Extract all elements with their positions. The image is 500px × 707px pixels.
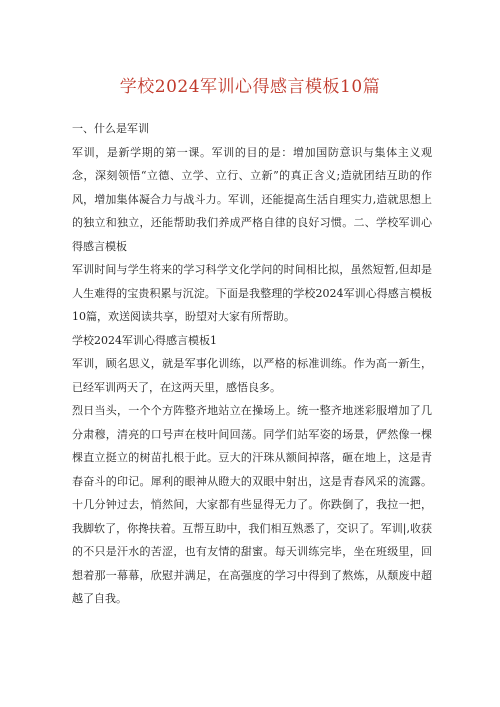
section-heading: 一、什么是军训 [72, 122, 149, 135]
subheading-template-1: 学校2024军训心得感言模板1 [72, 333, 217, 347]
paragraph-4: 烈日当头，一个个方阵整齐地站立在操场上。统一整齐地迷彩服增加了几分肃穆，清亮的口号声在枝叶间回荡。同学们站军姿的场景，俨然像一棵棵直立挺立的树苗扎根于此。豆大的汗珠从额间掉落，砸在地上，这是青春奋斗的印记。犀利的眼神从瞪大的双眼中射出，这是青春风采的流露。十几分钟过去，悄然间，大家都有些显得无力了。你跌倒了，我拉一把，我脚软了，你搀扶着。互帮互助中，我们相互熟悉了，交识了。军训|,收获的不只是汗水的苦涩，也有友情的甜蜜。每天训练完毕，坐在班级里，回想着那一幕幕，欣慰并满足，在高强度的学习中得到了熬炼，从颓废中超越了自我。 [72, 404, 432, 605]
paragraph-3: 军训，顾名思义，就是军事化训练，以严格的标准训练。作为高一新生，已经军训两天了，在这两天里，感悟良多。 [72, 357, 432, 394]
document-body [72, 117, 432, 611]
document-title: 学校2024军训心得感言模板10篇 [119, 77, 381, 97]
paragraph-1: 军训，是新学期的第一课。军训的目的是：增加国防意识与集体主义观念，深刻领悟“立德、立学、立行、立新”的真正含义;造就团结互助的作风，增加集体凝合力与战斗力。军训，还能提高生活自理实力,造就思想上的独立和独立，还能帮助我们养成严格自律的良好习惯。二、学校军训心得感言模板 [72, 145, 432, 253]
paragraph-2: 军训时间与学生将来的学习科学文化学问的时间相比拟，虽然短暂,但却是人生难得的宝贵积累与沉淀。下面是我整理的学校2024军训心得感言模板10篇，欢送阅读共享，盼望对大家有所帮助。 [72, 263, 432, 323]
